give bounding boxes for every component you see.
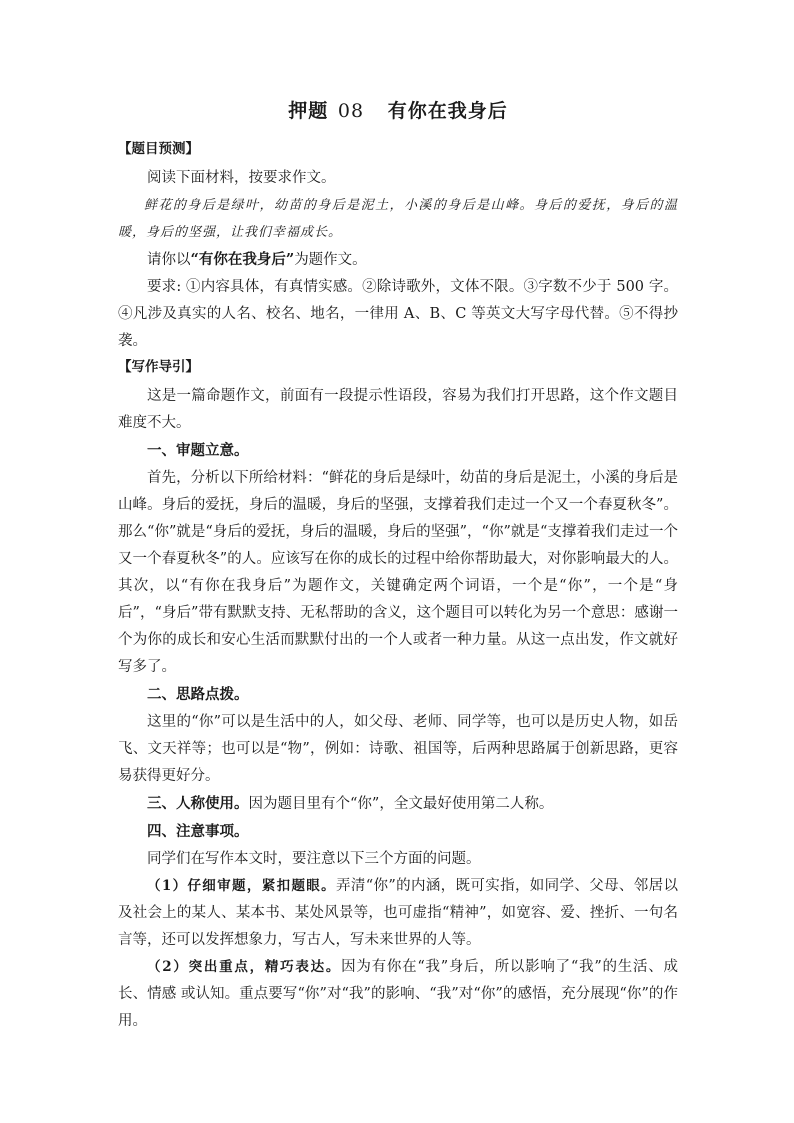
heading-ideas: 二、思路点拨。 (147, 686, 249, 703)
tip-2 (118, 954, 678, 1035)
title-text: 有你在我身后 (387, 100, 508, 122)
document-content (118, 96, 678, 1035)
tip-2-lead: （2）突出重点，精巧表达。 (147, 959, 342, 975)
person-usage-heading: 三、人称使用。 (147, 795, 249, 812)
heading-topic-analysis: 一、审题立意。 (147, 442, 249, 459)
heading-notes: 四、注意事项。 (147, 823, 249, 840)
prompt-before: 请你以 (147, 252, 191, 268)
tip-1-text: 弄清“你”的内涵，既可实指，如同学、父母、邻居以及社会上的某人、某本书、某处风景等，也可虚指“精神”，如宽容、爱、挫折、一句名言等，还可以发挥想象力，写古人，写未来世界的人等。 (118, 878, 678, 948)
ideas-text: 这里的“你”可以是生活中的人，如父母、老师、同学等，也可以是历史人物，如岳飞、文天祥等；也可以是“物”，例如：诗歌、祖国等，后两种思路属于创新思路，更容易获得更好分。 (118, 714, 678, 784)
title-number: 08 (337, 100, 365, 122)
person-usage-text: 因为题目里有个“你”，全文最好使用第二人称。 (248, 796, 554, 812)
tip-1-lead: （1）仔细审题，紧扣题眼。 (147, 878, 337, 894)
prompt-title: “有你在我身后” (190, 251, 295, 268)
requirements-text: 要求: ①内容具体，有真情实感。②除诗歌外，文体不限。③字数不少于 500 字。④凡涉及真实的人名、校名、地名，一律用 A、B、C 等英文大写字母代替。⑤不得抄袭。 (118, 279, 678, 349)
topic-analysis-text: 首先，分析以下所给材料：“鲜花的身后是绿叶，幼苗的身后是泥土，小溪的身后是山峰。身后的爱抚，身后的温暖，身后的坚强，支撑着我们走过一个又一个春夏秋冬”。那么“你”就是“身后的爱抚，身后的温暖，身后的坚强”，“你”就是“支撑着我们走过一个又一个春夏秋冬”的人。应该写在你的成长的过程中给你帮助最大，对你影响最大的人。其次，以“有你在我身后”为题作文，关键确定两个词语，一个是“你”，一个是“身后”，“身后”带有默默支持、无私帮助的含义，这个题目可以转化为另一个意思：感谢一个为你的成长和安心生活而默默付出的一个人或者一种力量。从这一点出发，作文就好写多了。 (118, 470, 678, 675)
prompt-text (118, 246, 678, 274)
section-heading-guide: 【写作导引】 (118, 359, 199, 375)
title-prefix: 押题 (288, 100, 329, 122)
tip-2-text: 因为有你在“我”身后，所以影响了“我”的生活、成长、情感 或认知。重点要写“你”对“我”的影响、“我”对“你”的感悟，充分展现“你”的作用。 (118, 959, 678, 1029)
section-heading-prediction: 【题目预测】 (118, 141, 199, 157)
prompt-after: 为题作文。 (294, 252, 367, 268)
notes-intro: 同学们在写作本文时，要注意以下三个方面的问题。 (147, 851, 481, 867)
instruction-text: 阅读下面材料，按要求作文。 (147, 170, 336, 186)
tip-1 (118, 873, 678, 954)
material-quote: 鲜花的身后是绿叶，幼苗的身后是泥土，小溪的身后是山峰。身后的爱抚，身后的温暖，身后的坚强，让我们幸福成长。 (118, 198, 678, 240)
guide-intro: 这是一篇命题作文，前面有一段提示性语段，容易为我们打开思路，这个作文题目难度不大。 (118, 388, 678, 431)
heading-person-usage (118, 790, 678, 818)
page-title (118, 96, 678, 123)
